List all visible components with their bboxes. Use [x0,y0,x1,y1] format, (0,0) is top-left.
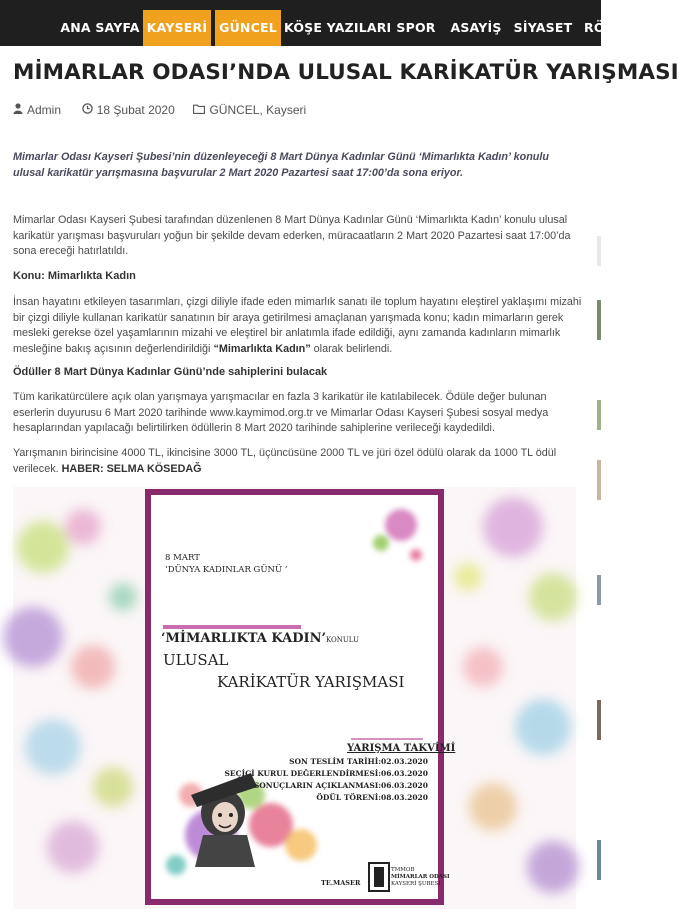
poster-logo-temaser: TE.MASER [321,879,361,887]
poster-day-name: ‘DÜNYA KADINLAR GÜNÜ ’ [165,565,288,575]
nav-item-siyaset[interactable]: SİYASET [513,20,573,35]
subheading-oduller: Ödüller 8 Mart Dünya Kadınlar Günü’nde sahiplerini bulacak [13,366,328,378]
poster-calendar-item: SEÇİCİ KURUL DEĞERLENDİRMESİ:06.03.2020 [224,769,428,778]
poster-theme: ‘MİMARLIKTA KADIN’KONULU [161,631,359,646]
article-categories[interactable]: GÜNCEL, Kayseri [209,102,307,117]
user-icon [13,103,23,117]
news-credit: HABER: SELMA KÖSEDAĞ [61,462,202,475]
article-paragraph-4: Yarışmanın birincisine 4000 TL, ikincisine 3000 TL, üçüncüsüne 2000 TL ve jüri özel ödülü olarak da 1000 TL ödül verilecek. HABER: SELMA KÖSEDAĞ [13,447,557,475]
article-paragraph-1: Mimarlar Odası Kayseri Şubesi tarafından düzenlenen 8 Mart Dünya Kadınlar Günü ‘Mimarlıkta Kadın’ konulu ulusal karikatür yarışması başvuruları yoğun bir şekilde devam ederken, müracaatların 2 Mart 2020 Pazartesi saat 17:00’da sona ereceği hatırlatıldı. [13,214,571,258]
article-paragraph-3: Tüm karikatürcülere açık olan yarışmaya yarışmacılar en fazla 3 karikatür ile katılabilecek. Ödüle değer bulunan eserlerin duyurusu 6 Mart 2020 tarihinde www.kaymimod.org.tr ve Mimarlar Odası Kayseri Şubesi sosyal medya hesaplarından yapılacağı belirtilirken ödüllerin 8 Mart 2020 tarihinde sahiplerine verileceği kaydedildi. [13,391,549,435]
poster-date: 8 MART [165,553,200,563]
poster-frame [145,489,456,905]
poster-heading-2: KARİKATÜR YARIŞMASI [217,673,405,691]
sidebar-thumbnail[interactable] [597,700,601,740]
poster-heading-1: ULUSAL [163,651,229,669]
nav-item-asayis[interactable]: ASAYİŞ [450,20,502,35]
sidebar-thumbnail[interactable] [597,236,601,266]
poster-calendar-item: ÖDÜL TÖRENİ:08.03.2020 [316,793,428,802]
sidebar-thumbnail[interactable] [597,300,601,340]
sidebar-thumbnail[interactable] [597,460,601,500]
nav-item-spor[interactable]: SPOR [396,20,436,35]
article-meta [13,102,306,117]
subheading-konu: Konu: Mimarlıkta Kadın [13,270,136,282]
article-paragraph-2: İnsan hayatını etkileyen tasarımları, çizgi diliyle ifade eden mimarlık sanatı ile toplum hayatını eleştirel yaklaşımı mizahi bir çizgi diliyle kullanan karikatür sanatının bir araya getirilmesi amaçlanan yarışmada konu; kadın mimarların gerek mesleki gerekse özel yaşamlarının mizahi ve eleştirel bir anlatımla ifade edildiği, aynı zamanda kadınların mimarlık mesleğine bakış açısının değerlendirildiği “Mimarlıkta Kadın” olarak belirlendi. [13,296,582,355]
theme-bold-text: “Mimarlıkta Kadın” [213,342,311,355]
nav-item-kose-yazilari[interactable]: KÖŞE YAZILARI [284,20,392,35]
poster-logo-mimarlar-odasi: MİMARLAR ODASI [391,874,450,880]
article-title: MİMARLAR ODASI’NDA ULUSAL KARİKATÜR YARIŞMASI [13,60,679,85]
poster-calendar-title: YARIŞMA TAKVİMİ [347,743,456,754]
clock-icon [82,103,93,117]
nav-item-ro[interactable]: RÖ [584,20,605,35]
poster-logo-sube: KAYSERİ ŞUBESİ [391,881,441,887]
sidebar-thumbnail[interactable] [597,575,601,605]
folder-icon [193,103,205,117]
sidebar-thumbnail[interactable] [597,400,601,430]
poster-image [13,487,576,909]
nav-item-ana-sayfa[interactable]: ANA SAYFA [60,20,140,35]
main-nav [0,0,605,46]
article-author[interactable]: Admin [27,102,62,117]
article-lead: Mimarlar Odası Kayseri Şubesi’nin düzenleyeceği 8 Mart Dünya Kadınlar Günü ‘Mimarlıkta Kadın’ konulu ulusal karikatür yarışmasına başvurular 2 Mart 2020 Pazartesi saat 17:00’da sona eriyor. [13,151,549,179]
article-date: 18 Şubat 2020 [96,102,175,117]
nav-item-kayseri[interactable]: KAYSERİ [143,10,211,46]
sidebar-thumbnail[interactable] [597,840,601,880]
poster-calendar-item: SONUÇLARIN AÇIKLANMASI:06.03.2020 [253,781,428,790]
poster-logo-tmmob: TMMOB [391,867,415,873]
poster-calendar-item: SON TESLİM TARİHİ:02.03.2020 [289,757,428,766]
nav-item-guncel[interactable]: GÜNCEL [215,10,281,46]
